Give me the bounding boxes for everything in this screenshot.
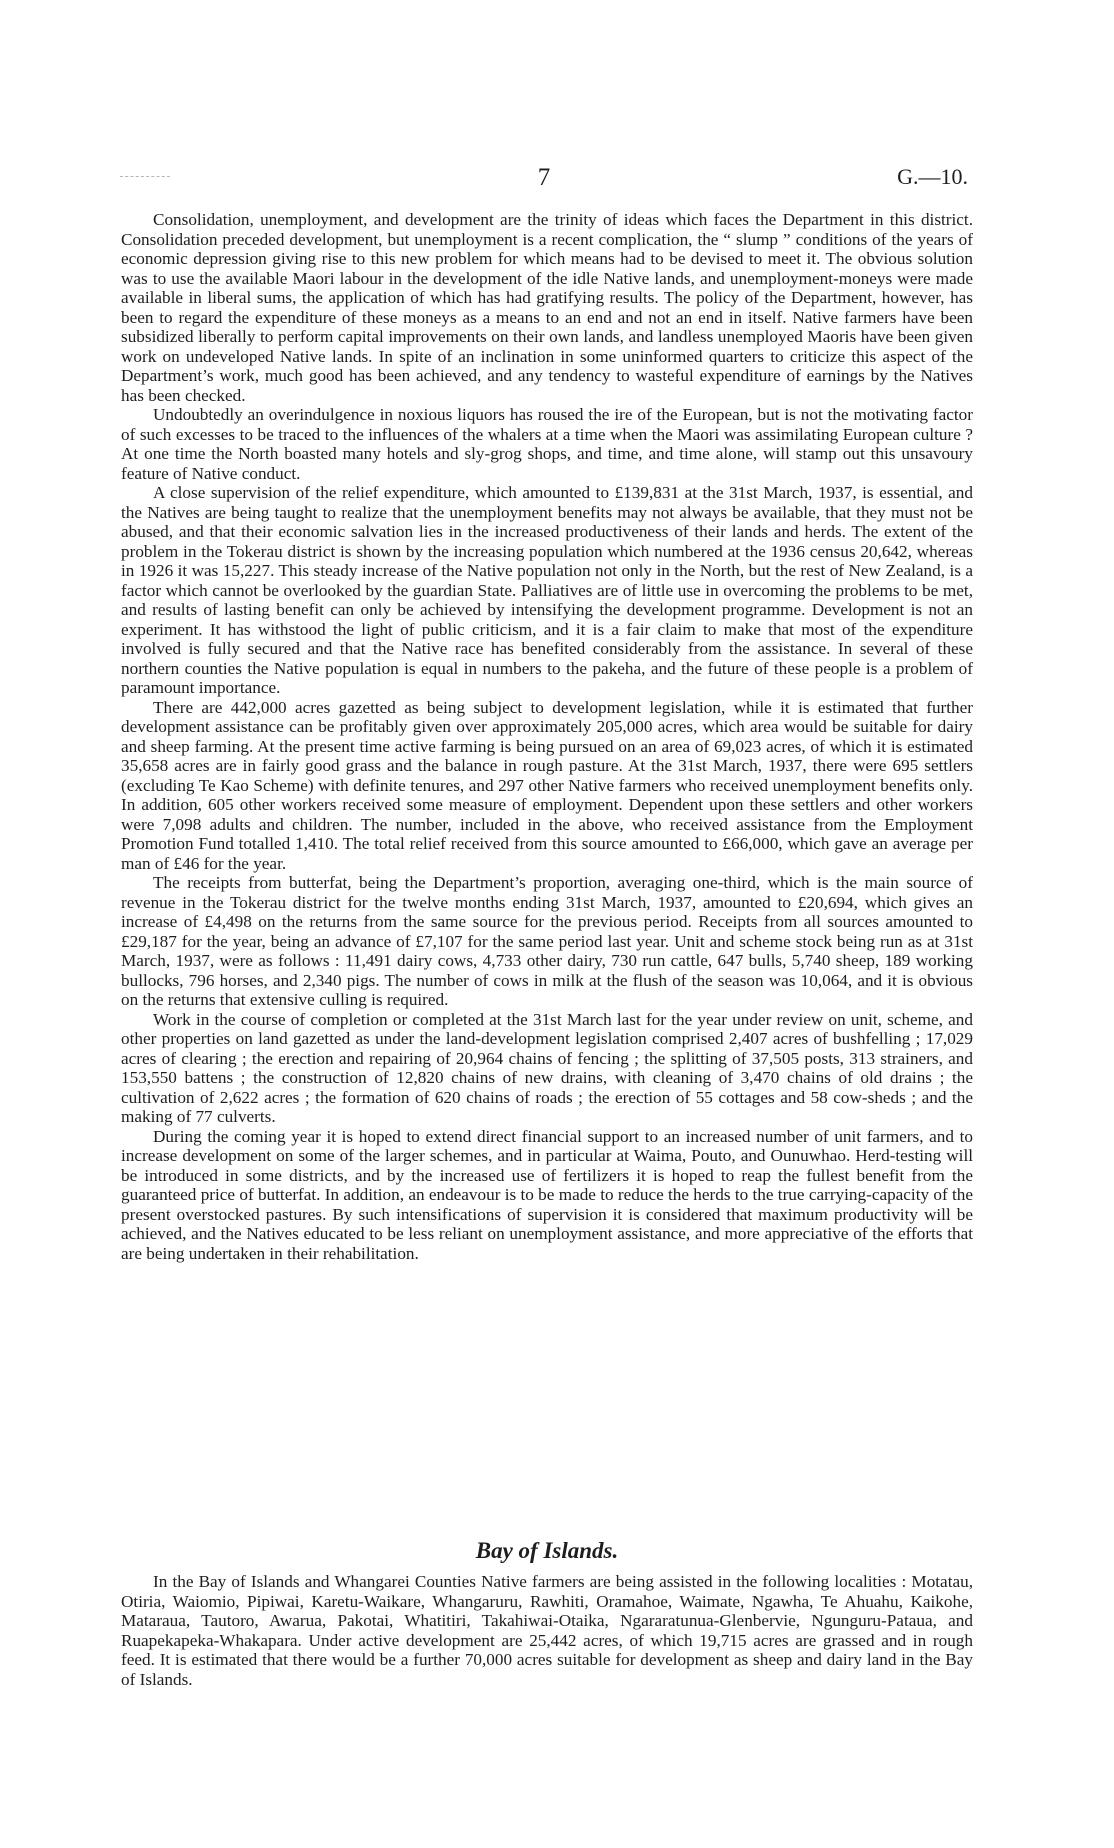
page-number: 7 <box>537 164 551 191</box>
body-text <box>121 210 973 1263</box>
paragraph-bay-of-islands: In the Bay of Islands and Whangarei Counties Native farmers are being assisted in the following localities : Motatau, Otiria, Waiomio, Pipiwai, Karetu-Waikare, Whangaruru, Rawhiti, Oramahoe, Waimate, Ngawha, Te Ahuahu, Kaikohe, Mataraua, Tautoro, Awarua, Pakotai, Whatitiri, Takahiwai-Otaika, Ngararatunua-Glenbervie, Ngunguru-Pataua, and Ruapekapeka-Whakapara. Under active development are 25,442 acres, of which 19,715 acres are grassed and in rough feed. It is estimated that there would be a further 70,000 acres suitable for development as sheep and dairy land in the Bay of Islands. <box>121 1572 973 1689</box>
section-heading-bay-of-islands: Bay of Islands. <box>475 1538 619 1563</box>
paragraph-work-completed: Work in the course of completion or completed at the 31st March last for the year under review on unit, scheme, and other properties on land gazetted as under the land-development legislation comprised 2,407 acres of bushfelling ; 17,029 acres of clearing ; the erection and repairing of 20,964 chains of fencing ; the splitting of 37,505 posts, 313 strainers, and 153,550 battens ; the construction of 12,820 chains of new drains, with cleaning of 3,470 chains of old drains ; the cultivation of 2,622 acres ; the formation of 620 chains of roads ; the erection of 55 cottages and 58 cow-sheds ; and the making of 77 culverts. <box>121 1009 973 1126</box>
paragraph-butterfat-receipts: The receipts from butterfat, being the Department’s proportion, averaging one-third, which is the main source of revenue in the Tokerau district for the twelve months ending 31st March, 1937, amounted to £20,694, which gives an increase of £4,498 on the returns from the same source for the previous period. Receipts from all sources amounted to £29,187 for the year, being an advance of £7,107 for the same period last year. Unit and scheme stock being run as at 31st March, 1937, were as follows : 11,491 dairy cows, 4,733 other dairy, 730 run cattle, 647 bulls, 5,740 sheep, 189 working bullocks, 796 horses, and 2,340 pigs. The number of cows in milk at the flush of the season was 10,064, and it is obvious on the returns that extensive culling is required. <box>121 873 973 1009</box>
page-header <box>120 164 968 194</box>
paragraph-coming-year: During the coming year it is hoped to extend direct financial support to an increased number of unit farmers, and to increase development on some of the larger schemes, and in particular at Waima, Pouto, and Ounuwhao. Herd-testing will be introduced in some districts, and by the increased use of fertilizers it is hoped to reap the fullest benefit from the guaranteed price of butterfat. In addition, an endeavour is to be made to reduce the herds to the true carrying-capacity of the present overstocked pastures. By such intensifications of supervision it is considered that maximum productivity will be achieved, and the Natives educated to be less reliant on unemployment assistance, and more appreciative of the efforts that are being undertaken in their rehabilitation. <box>121 1126 973 1263</box>
paragraph-relief-expenditure: A close supervision of the relief expenditure, which amounted to £139,831 at the 31st March, 1937, is essential, and the Natives are being taught to realize that the unemployment benefits may not always be available, that they must not be abused, and that their economic salvation lies in the increased productiveness of their lands and herds. The extent of the problem in the Tokerau district is shown by the increasing population which numbered at the 1936 census 20,642, whereas in 1926 it was 15,227. This steady increase of the Native population not only in the North, but the rest of New Zealand, is a factor which cannot be overlooked by the guardian State. Palliatives are of little use in overcoming the problems to be met, and results of lasting benefit can only be achieved by intensifying the development programme. Development is not an experiment. It has withstood the light of public criticism, and it is a fair claim to make that most of the expenditure involved is fully secured and that the Native race has benefited considerably from the assistance. In several of these northern counties the Native population is equal in numbers to the pakeha, and the future of these people is a problem of paramount importance. <box>121 483 973 697</box>
section-body <box>121 1572 973 1689</box>
paragraph-consolidation: Consolidation, unemployment, and development are the trinity of ideas which faces the Department in this district. Consolidation preceded development, but unemployment is a recent complication, the “ slump ” conditions of the years of economic depression giving rise to this new problem for which means had to be devised to meet it. The obvious solution was to use the available Maori labour in the development of the idle Native lands, and unemployment-moneys were made available in liberal sums, the application of which has had gratifying results. The policy of the Department, however, has been to regard the expenditure of these moneys as a means to an end and not an end in itself. Native farmers have been subsidized liberally to perform capital improvements on their own lands, and landless unemployed Maoris have been given work on undeveloped Native lands. In spite of an inclination in some uninformed quarters to criticize this aspect of the Department’s work, much good has been achieved, and any tendency to wasteful expenditure of earnings by the Natives has been checked. <box>121 210 973 405</box>
paragraph-liquors: Undoubtedly an overindulgence in noxious liquors has roused the ire of the European, but is not the motivating factor of such excesses to be traced to the influences of the whalers at a time when the Maori was assimilating European culture ? At one time the North boasted many hotels and sly-grog shops, and time, and time alone, will stamp out this unsavoury feature of Native conduct. <box>121 405 973 483</box>
paragraph-acres-gazetted: There are 442,000 acres gazetted as being subject to development legislation, while it is estimated that further development assistance can be profitably given over approximately 205,000 acres, which area would be suitable for dairy and sheep farming. At the present time active farming is being pursued on an area of 69,023 acres, of which it is estimated 35,658 acres are in fairly good grass and the balance in rough pasture. At the 31st March, 1937, there were 695 settlers (excluding Te Kao Scheme) with definite tenures, and 297 other Native farmers who received unemployment benefits only. In addition, 605 other workers received some measure of employment. Dependent upon these settlers and other workers were 7,098 adults and children. The number, included in the above, who received assistance from the Employment Promotion Fund totalled 1,410. The total relief received from this source amounted to £66,000, which gave an average per man of £46 for the year. <box>121 697 973 873</box>
document-reference: G.—10. <box>897 164 968 189</box>
